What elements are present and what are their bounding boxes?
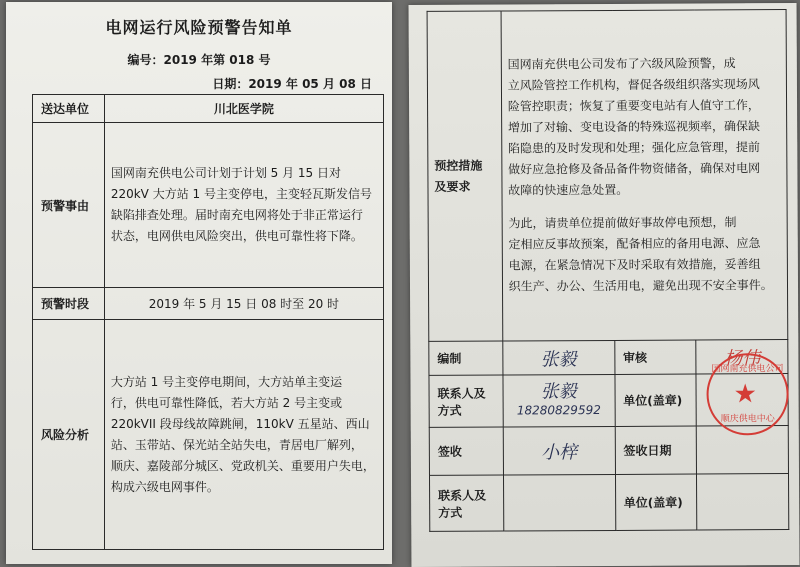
- measures-paragraph-2: 为此，请贵单位提前做好事故停电预想，制 定相应反事故预案，配备相应的备用电源、应急 电源，在紧急情况下及时采取有效措施，妥善组 织生产、办公、生活用电，避免出现不安全事件。: [508, 215, 773, 294]
- compiler-signature: 张毅: [540, 348, 577, 370]
- recipient-value: 川北医学院: [104, 95, 383, 123]
- period-label: 预警时段: [33, 288, 105, 320]
- right-form-table: [427, 9, 790, 532]
- compiler-label: 编制: [429, 341, 503, 375]
- contact1-label: 联系人及 方式: [429, 375, 503, 427]
- period-value: 2019 年 5 月 15 日 08 时至 20 时: [104, 288, 383, 320]
- reviewer-label: 审核: [614, 340, 696, 374]
- unit1-label: 单位(盖章): [615, 374, 697, 426]
- reason-label: 预警事由: [33, 123, 105, 288]
- receiver-label: 签收: [429, 427, 503, 475]
- contact1-signature: 张毅: [540, 380, 577, 402]
- measures-paragraph-1: 国网南充供电公司发布了六级风险预警，成 立风险管控工作机构，督促各级组织落实现场风 险管控职责；恢复了重要变电站有人值守工作， 增加了对输、变电设备的特殊巡视频率，确保缺 陷隐患的及时发现和处理；强化应急管理，提前 做好应急抢修及备品备件物资储备，确保对电网 故障的快速应急处置。: [507, 56, 761, 198]
- doc-date: 日期：2019 年 05 月 08 日: [212, 77, 372, 91]
- unit2-label: 单位(盖章): [615, 474, 697, 530]
- doc-title: 电网运行风险预警告知单: [105, 18, 293, 37]
- risk-label: 风险分析: [33, 320, 105, 550]
- left-page: [6, 2, 392, 564]
- measures-label: 预控措施 及要求: [427, 11, 502, 341]
- left-form-table: [32, 94, 384, 550]
- contact1-phone: 18280829592: [516, 402, 601, 417]
- unit2-value: [697, 474, 789, 530]
- contact2-label: 联系人及 方式: [429, 475, 503, 531]
- risk-text: 大方站 1 号主变停电期间，大方站单主变运 行，供电可靠性降低，若大方站 2 号主变或 220kVII 段母线故障跳闸，110kV 五星站、西山 站、玉带站、保光站全站失电，青居电厂解列， 顺庆、嘉陵部分城区、党政机关、重要用户失电， 构成六级电网事件。: [104, 320, 383, 550]
- recipient-label: 送达单位: [33, 95, 105, 123]
- seal-star-icon: ★: [733, 379, 757, 410]
- right-page: [409, 3, 800, 567]
- seal-top-text: 国网南充供电公司: [711, 364, 784, 375]
- seal-bottom-text: 顺庆供电中心: [720, 414, 775, 425]
- reason-text: 国网南充供电公司计划于计划 5 月 15 日对 220kV 大方站 1 号主变停电，主变轻瓦斯发信号 缺陷排查处理。届时南充电网将处于非正常运行 状态，电网供电风险突出，供电可靠性将下降。: [104, 123, 383, 288]
- official-seal: [706, 353, 788, 435]
- contact2-value: [503, 474, 615, 531]
- reviewer-signature: 杨伟: [723, 347, 761, 369]
- receiver-signature: 小梓: [540, 441, 578, 463]
- sign-date-label: 签收日期: [615, 426, 697, 474]
- doc-number: 编号：2019 年第 018 号: [127, 53, 271, 67]
